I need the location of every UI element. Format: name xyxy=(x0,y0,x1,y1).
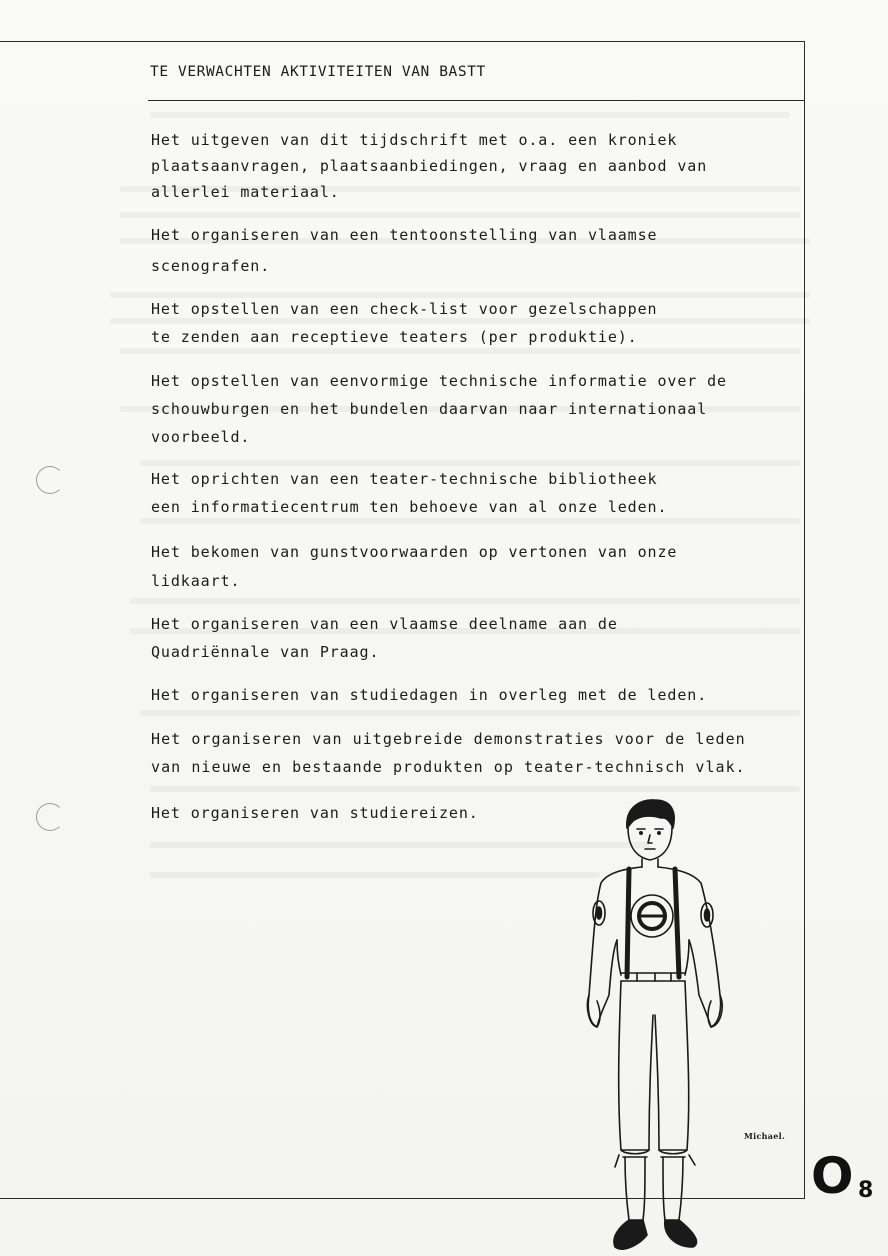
activity-line: Het uitgeven van dit tijdschrift met o.a. een kroniek xyxy=(151,131,678,149)
activity-line: Het organiseren van studiedagen in overleg met de leden. xyxy=(151,686,708,704)
activity-line: een informatiecentrum ten behoeve van al onze leden. xyxy=(151,498,668,516)
activity-line: Het organiseren van uitgebreide demonstraties voor de leden xyxy=(151,730,746,748)
activity-line: Quadriënnale van Praag. xyxy=(151,643,380,661)
activity-line: Het organiseren van een vlaamse deelname aan de xyxy=(151,615,618,633)
activity-line: Het oprichten van een teater-technische bibliotheek xyxy=(151,470,658,488)
punch-hole-top xyxy=(36,466,64,494)
frame-right-border xyxy=(804,41,805,1199)
activity-line: Het organiseren van een tentoonstelling van vlaamse xyxy=(151,226,658,244)
page-number-small: 8 xyxy=(858,1178,874,1203)
heading-underline xyxy=(148,100,805,101)
activity-line: plaatsaanvragen, plaatsaanbiedingen, vraag en aanbod van xyxy=(151,157,708,175)
activity-line: schouwburgen en het bundelen daarvan naar internationaal xyxy=(151,400,708,418)
activity-line: scenografen. xyxy=(151,257,271,275)
activity-line: voorbeeld. xyxy=(151,428,251,446)
punch-hole-bottom xyxy=(36,803,64,831)
activity-line: lidkaart. xyxy=(151,572,241,590)
activity-line: Het opstellen van een check-list voor gezelschappen xyxy=(151,300,658,318)
stagehand-figure-icon xyxy=(575,795,745,1256)
activity-line: te zenden aan receptieve teaters (per produktie). xyxy=(151,328,638,346)
page-number xyxy=(806,1147,888,1210)
activity-line: Het bekomen van gunstvoorwaarden op vertonen van onze xyxy=(151,543,678,561)
frame-top-border xyxy=(0,41,805,42)
page-number-large: O xyxy=(811,1147,854,1205)
page-heading: TE VERWACHTEN AKTIVITEITEN VAN BASTT xyxy=(150,64,486,80)
activity-line: van nieuwe en bestaande produkten op teater-technisch vlak. xyxy=(151,758,746,776)
activity-line: Het organiseren van studiereizen. xyxy=(151,804,479,822)
activity-line: allerlei materiaal. xyxy=(151,183,340,201)
illustrator-signature: Michael. xyxy=(744,1131,786,1141)
activity-line: Het opstellen van eenvormige technische informatie over de xyxy=(151,372,727,390)
